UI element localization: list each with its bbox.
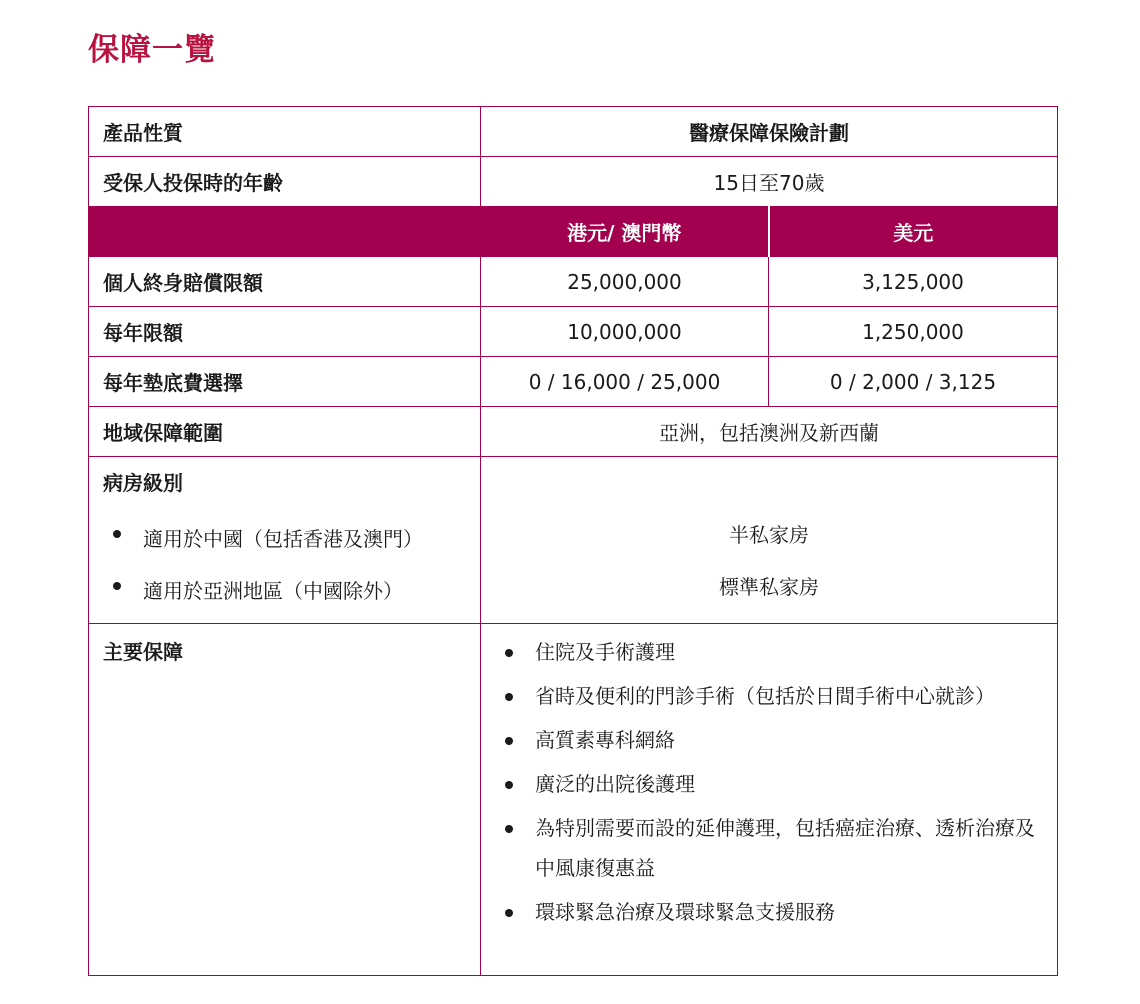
deductible-hkd: 0 / 16,000 / 25,000 xyxy=(481,357,769,407)
ward-value-china: 半私家房 xyxy=(729,523,809,547)
lifetime-limit-hkd: 25,000,000 xyxy=(481,257,769,307)
page-title: 保障一覽 xyxy=(88,32,216,68)
main-benefit-item: 省時及便利的門診手術（包括於日間手術中心就診） xyxy=(495,676,1043,716)
row-product-nature xyxy=(89,107,1058,157)
geo-coverage-label: 地域保障範圍 xyxy=(89,407,481,457)
annual-limit-usd: 1,250,000 xyxy=(769,307,1058,357)
ward-class-list xyxy=(103,513,466,617)
row-main-benefits xyxy=(89,624,1058,976)
entry-age-label: 受保人投保時的年齡 xyxy=(89,157,481,207)
currency-header-blank xyxy=(89,207,481,257)
geo-coverage-value: 亞洲，包括澳洲及新西蘭 xyxy=(481,407,1058,457)
main-benefits-label: 主要保障 xyxy=(89,624,481,976)
deductible-usd: 0 / 2,000 / 3,125 xyxy=(769,357,1058,407)
ward-value-asia: 標準私家房 xyxy=(719,575,819,599)
ward-class-item-asia: 適用於亞洲地區（中國除外） xyxy=(103,565,466,617)
main-benefit-item: 住院及手術護理 xyxy=(495,632,1043,672)
lifetime-limit-label: 個人終身賠償限額 xyxy=(89,257,481,307)
row-currency-header xyxy=(89,207,1058,257)
main-benefits-list xyxy=(495,632,1043,932)
annual-limit-hkd: 10,000,000 xyxy=(481,307,769,357)
product-nature-value: 醫療保障保險計劃 xyxy=(481,107,1058,157)
currency-hkd-mop-header: 港元/ 澳門幣 xyxy=(481,207,769,257)
row-annual-limit xyxy=(89,307,1058,357)
coverage-table xyxy=(88,106,1058,976)
product-nature-label: 產品性質 xyxy=(89,107,481,157)
ward-class-values xyxy=(481,457,1058,624)
entry-age-value: 15日至70歲 xyxy=(481,157,1058,207)
annual-limit-label: 每年限額 xyxy=(89,307,481,357)
main-benefit-item: 廣泛的出院後護理 xyxy=(495,764,1043,804)
row-deductible xyxy=(89,357,1058,407)
main-benefits-cell xyxy=(481,624,1058,976)
ward-class-label: 病房級別 xyxy=(103,471,183,495)
deductible-label: 每年墊底費選擇 xyxy=(89,357,481,407)
main-benefit-item: 為特別需要而設的延伸護理，包括癌症治療、透析治療及中風康復惠益 xyxy=(495,808,1043,888)
row-lifetime-limit xyxy=(89,257,1058,307)
ward-class-item-china: 適用於中國（包括香港及澳門） xyxy=(103,513,466,565)
row-ward-class xyxy=(89,457,1058,624)
lifetime-limit-usd: 3,125,000 xyxy=(769,257,1058,307)
row-geo-coverage xyxy=(89,407,1058,457)
main-benefit-item: 高質素專科網絡 xyxy=(495,720,1043,760)
currency-usd-header: 美元 xyxy=(769,207,1058,257)
ward-class-cell xyxy=(89,457,481,624)
row-entry-age xyxy=(89,157,1058,207)
main-benefit-item: 環球緊急治療及環球緊急支援服務 xyxy=(495,892,1043,932)
